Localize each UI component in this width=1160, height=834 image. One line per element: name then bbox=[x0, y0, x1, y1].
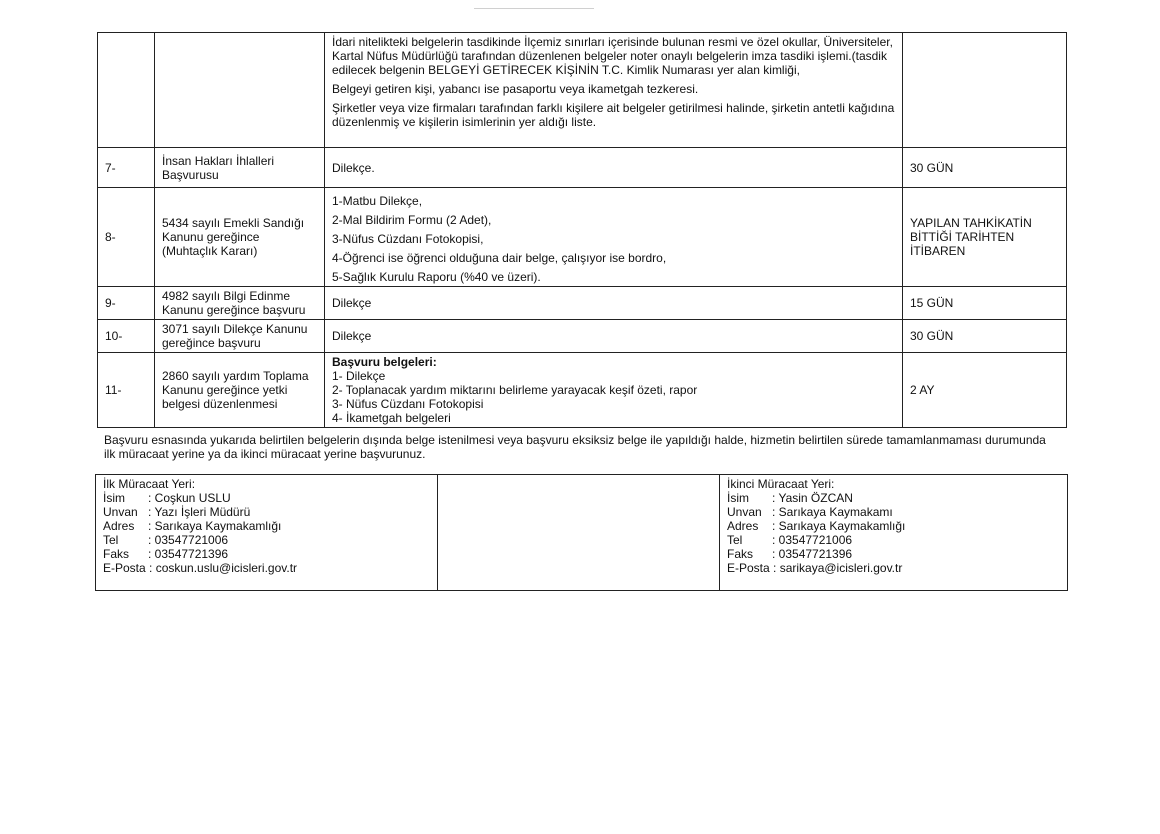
contact-field bbox=[103, 533, 430, 547]
contact-field bbox=[727, 519, 1060, 533]
service-name: 5434 sayılı Emekli Sandığı Kanunu gereğince (Muhtaçlık Kararı) bbox=[155, 188, 325, 287]
field-value: : Sarıkaya Kaymakamlığı bbox=[772, 519, 906, 533]
doc-line: İdari nitelikteki belgelerin tasdikinde İlçemiz sınırları içerisinde bulunan resmi ve özel okullar, Üniversiteler, Kartal Nüfus Müdürlüğü tarafından düzenlenen belgeler noter onaylı belgelerin imza tasdiki işlemi.(tasdik edilecek belgenin BELGEYİ GETİRECEK KİŞİNİN T.C. Kimlik Numarası yer alan kimliği, bbox=[332, 35, 893, 77]
field-value: : Yazı İşleri Müdürü bbox=[148, 505, 251, 519]
row-number: 7- bbox=[98, 148, 155, 188]
doc-line: Dilekçe bbox=[332, 329, 372, 343]
doc-line: 4- İkametgah belgeleri bbox=[332, 411, 451, 425]
field-key: İsim bbox=[103, 491, 125, 505]
service-name: 4982 sayılı Bilgi Edinme Kanunu gereğince başvuru bbox=[155, 287, 325, 320]
second-contact bbox=[720, 475, 1068, 591]
required-docs bbox=[325, 33, 903, 148]
doc-line: Dilekçe. bbox=[332, 160, 375, 175]
services-table bbox=[97, 32, 1067, 428]
contact-field bbox=[103, 547, 430, 561]
field-key: Faks bbox=[727, 547, 754, 561]
field-value: : 03547721006 bbox=[772, 533, 853, 547]
contact-field bbox=[103, 491, 430, 505]
contact-field bbox=[727, 547, 1060, 561]
completion-time bbox=[903, 33, 1067, 148]
doc-line: 4-Öğrenci ise öğrenci olduğuna dair belge, çalışıyor ise bordro, bbox=[332, 250, 667, 265]
application-note: Başvuru esnasında yukarıda belirtilen belgelerin dışında belge istenilmesi veya başvuru eksiksiz belge ile yapıldığı halde, hizmetin belirtilen sürede tamamlanmaması durumunda ilk müracaat yerine ya da ikinci müracaat yerine başvurunuz. bbox=[104, 433, 1046, 461]
required-docs bbox=[325, 353, 903, 428]
row-number bbox=[98, 33, 155, 148]
required-docs bbox=[325, 320, 903, 353]
field-value: : 03547721396 bbox=[148, 547, 229, 561]
field-value: : Yasin ÖZCAN bbox=[772, 491, 853, 505]
completion-time: 30 GÜN bbox=[903, 320, 1067, 353]
doc-line: 1- Dilekçe bbox=[332, 369, 386, 383]
field-value: : Sarıkaya Kaymakamlığı bbox=[148, 519, 282, 533]
row-number: 11- bbox=[98, 353, 155, 428]
doc-line: Şirketler veya vize firmaları tarafından farklı kişilere ait belgeler getirilmesi halinde, şirketin antetli kağıdına düzenlenmiş ve kişilerin isimlerinin yer aldığı liste. bbox=[332, 101, 895, 129]
service-name: İnsan Hakları İhlalleri Başvurusu bbox=[155, 148, 325, 188]
contact-field bbox=[103, 519, 430, 533]
field-value: : Coşkun USLU bbox=[148, 491, 231, 505]
contact-title: İlk Müracaat Yeri: bbox=[103, 477, 196, 491]
completion-time: 2 AY bbox=[903, 353, 1067, 428]
table-row bbox=[98, 148, 1067, 188]
contact-field bbox=[727, 491, 1060, 505]
doc-line: 1-Matbu Dilekçe, bbox=[332, 193, 423, 208]
first-contact bbox=[96, 475, 438, 591]
service-name: 2860 sayılı yardım Toplama Kanunu gereğince yetki belgesi düzenlenmesi bbox=[155, 353, 325, 428]
field-key: Unvan bbox=[103, 505, 138, 519]
field-key: İsim bbox=[727, 491, 749, 505]
field-key: Adres bbox=[103, 519, 135, 533]
table-row bbox=[98, 287, 1067, 320]
doc-line: 3- Nüfus Cüzdanı Fotokopisi bbox=[332, 397, 484, 411]
doc-line: 3-Nüfus Cüzdanı Fotokopisi, bbox=[332, 231, 484, 246]
completion-time: 30 GÜN bbox=[903, 148, 1067, 188]
row-number: 10- bbox=[98, 320, 155, 353]
service-name: 3071 sayılı Dilekçe Kanunu gereğince başvuru bbox=[155, 320, 325, 353]
contact-table bbox=[95, 474, 1068, 591]
doc-line: 2- Toplanacak yardım miktarını belirleme yarayacak keşif özeti, rapor bbox=[332, 383, 698, 397]
field-key: Tel bbox=[727, 533, 743, 547]
contact-email: E-Posta : sarikaya@icisleri.gov.tr bbox=[727, 561, 903, 575]
required-docs bbox=[325, 148, 903, 188]
required-docs bbox=[325, 287, 903, 320]
required-docs bbox=[325, 188, 903, 287]
row-number: 9- bbox=[98, 287, 155, 320]
docs-title: Başvuru belgeleri: bbox=[332, 355, 437, 369]
field-value: : Sarıkaya Kaymakamı bbox=[772, 505, 893, 519]
field-value: : 03547721396 bbox=[772, 547, 853, 561]
field-key: Unvan bbox=[727, 505, 762, 519]
table-row bbox=[98, 188, 1067, 287]
completion-time: YAPILAN TAHKİKATİN BİTTİĞİ TARİHTEN İTİBAREN bbox=[903, 188, 1067, 287]
field-key: Adres bbox=[727, 519, 759, 533]
doc-line: Dilekçe bbox=[332, 296, 372, 310]
doc-line: 2-Mal Bildirim Formu (2 Adet), bbox=[332, 212, 492, 227]
field-value: : 03547721006 bbox=[148, 533, 229, 547]
row-number: 8- bbox=[98, 188, 155, 287]
contact-title: İkinci Müracaat Yeri: bbox=[727, 477, 835, 491]
completion-time: 15 GÜN bbox=[903, 287, 1067, 320]
table-row bbox=[98, 353, 1067, 428]
doc-line: 5-Sağlık Kurulu Raporu (%40 ve üzeri). bbox=[332, 269, 541, 284]
field-key: Tel bbox=[103, 533, 119, 547]
contact-field bbox=[727, 533, 1060, 547]
contact-field bbox=[727, 505, 1060, 519]
top-rule bbox=[474, 8, 594, 9]
table-row bbox=[98, 33, 1067, 148]
contact-field bbox=[103, 505, 430, 519]
table-row bbox=[98, 320, 1067, 353]
field-key: Faks bbox=[103, 547, 130, 561]
doc-line: Belgeyi getiren kişi, yabancı ise pasaportu veya ikametgah tezkeresi. bbox=[332, 82, 699, 96]
service-name bbox=[155, 33, 325, 148]
contact-spacer bbox=[438, 475, 720, 591]
contact-email: E-Posta : coskun.uslu@icisleri.gov.tr bbox=[103, 561, 298, 575]
